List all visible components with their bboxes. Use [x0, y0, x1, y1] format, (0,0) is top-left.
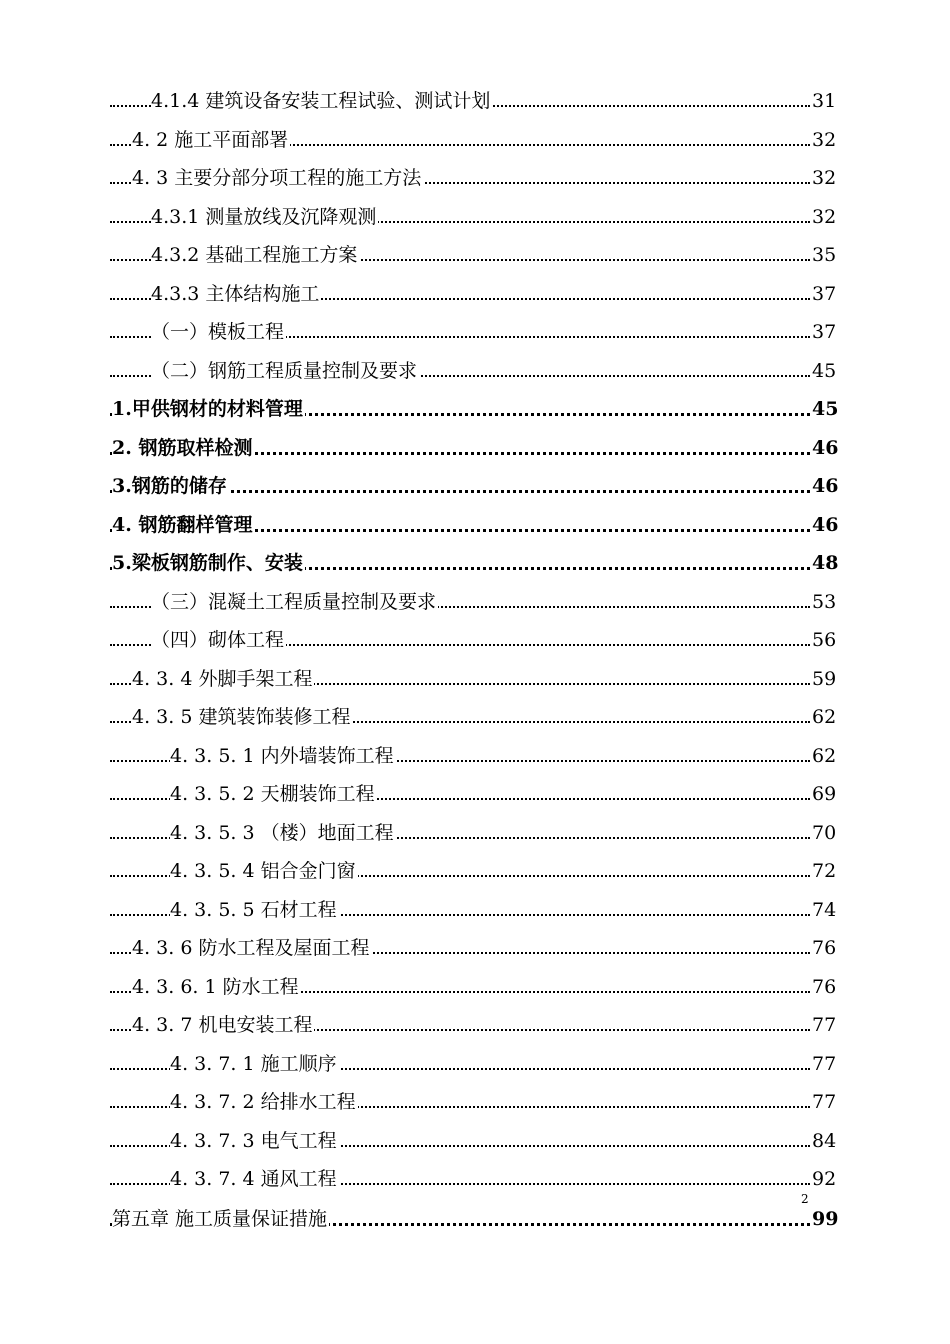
toc-entry-title: 4. 3. 6 防水工程及屋面工程	[132, 929, 371, 967]
toc-entry-page: 62	[812, 737, 836, 775]
toc-entry-title: 4. 钢筋翻样管理	[112, 506, 254, 544]
toc-entry[interactable]	[0, 313, 950, 351]
toc-entry-title: 4. 3. 7. 1 施工顺序	[170, 1045, 339, 1083]
toc-entry[interactable]	[0, 737, 950, 775]
toc-entry[interactable]	[0, 968, 950, 1006]
toc-entry-page: 76	[812, 929, 836, 967]
toc-entry-page: 77	[812, 1006, 836, 1044]
toc-entry-title: 4.3.3 主体结构施工	[151, 275, 321, 313]
toc-entry-title: 4.1.4 建筑设备安装工程试验、测试计划	[151, 82, 492, 120]
toc-entry[interactable]	[0, 506, 950, 544]
toc-entry-page: 77	[812, 1045, 836, 1083]
toc-entry-page: 76	[812, 968, 836, 1006]
toc-entry-page: 84	[812, 1122, 836, 1160]
toc-entry-page: 53	[812, 583, 836, 621]
toc-entry-page: 62	[812, 698, 836, 736]
toc-entry-page: 59	[812, 660, 836, 698]
toc-entry[interactable]	[0, 621, 950, 659]
toc-entry-title: 2. 钢筋取样检测	[112, 429, 254, 467]
toc-entry[interactable]	[0, 1006, 950, 1044]
toc-entry-chapter[interactable]	[0, 1200, 950, 1238]
toc-entry[interactable]	[0, 159, 950, 197]
toc-entry-page: 92	[812, 1160, 836, 1198]
toc-entry[interactable]	[0, 544, 950, 582]
toc-entry-page: 37	[812, 313, 836, 351]
toc-entry[interactable]	[0, 1045, 950, 1083]
toc-entry[interactable]	[0, 390, 950, 428]
toc-entry[interactable]	[0, 775, 950, 813]
toc-entry-title: 4. 3. 5. 4 铝合金门窗	[170, 852, 358, 890]
toc-entry-title: 4. 3. 5. 2 天棚装饰工程	[170, 775, 377, 813]
toc-entry-title: （二）钢筋工程质量控制及要求	[151, 352, 419, 390]
toc-entry[interactable]	[0, 583, 950, 621]
toc-entry-title: （一）模板工程	[151, 313, 286, 351]
toc-entry-page: 70	[812, 814, 836, 852]
toc-entry[interactable]	[0, 236, 950, 274]
toc-entry-title: （三）混凝土工程质量控制及要求	[151, 583, 438, 621]
toc-entry-page: 31	[812, 82, 836, 120]
toc-entry-page: 45	[812, 352, 836, 390]
toc-entry-page: 77	[812, 1083, 836, 1121]
toc-entry[interactable]	[0, 660, 950, 698]
toc-entry-title: （四）砌体工程	[151, 621, 286, 659]
toc-entry-title: 4. 3. 7. 2 给排水工程	[170, 1083, 358, 1121]
toc-entry[interactable]	[0, 814, 950, 852]
footer-page-number: 2	[801, 1192, 809, 1206]
toc-entry-page: 46	[812, 429, 836, 467]
toc-entry-page: 32	[812, 159, 836, 197]
toc-entry-page: 37	[812, 275, 836, 313]
toc-entry-page: 32	[812, 198, 836, 236]
toc-entry-title: 3.钢筋的储存	[112, 467, 229, 505]
toc-entry-title: 4. 3. 7. 3 电气工程	[170, 1122, 339, 1160]
toc-entry[interactable]	[0, 1083, 950, 1121]
toc-entry-page: 32	[812, 121, 836, 159]
toc-entry-page: 99	[812, 1200, 836, 1238]
toc-entry-page: 56	[812, 621, 836, 659]
toc-entry-page: 45	[812, 390, 836, 428]
toc-entry-page: 69	[812, 775, 836, 813]
toc-entry-title: 第五章 施工质量保证措施	[112, 1200, 329, 1238]
toc-entry-page: 35	[812, 236, 836, 274]
toc-entry-title: 4. 3. 7 机电安装工程	[132, 1006, 314, 1044]
toc-entry[interactable]	[0, 929, 950, 967]
toc-entry[interactable]	[0, 275, 950, 313]
toc-entry-page: 48	[812, 544, 836, 582]
toc-entry-title: 1.甲供钢材的材料管理	[112, 390, 305, 428]
toc-entry-title: 4. 3. 5 建筑装饰装修工程	[132, 698, 352, 736]
toc-entry[interactable]	[0, 1122, 950, 1160]
toc-entry[interactable]	[0, 121, 950, 159]
toc-entry-page: 74	[812, 891, 836, 929]
toc-entry-title: 4.3.2 基础工程施工方案	[151, 236, 359, 274]
toc-entry-title: 4. 3. 5. 1 内外墙装饰工程	[170, 737, 396, 775]
toc-entry[interactable]	[0, 698, 950, 736]
toc-entry-page: 46	[812, 467, 836, 505]
toc-entry[interactable]	[0, 198, 950, 236]
toc-entry-title: 4. 3 主要分部分项工程的施工方法	[132, 159, 423, 197]
toc-entry-title: 4. 3. 4 外脚手架工程	[132, 660, 314, 698]
toc-entry-title: 4. 3. 5. 3 （楼）地面工程	[170, 814, 396, 852]
toc-entry[interactable]	[0, 467, 950, 505]
toc-entry-title: 4. 3. 6. 1 防水工程	[132, 968, 301, 1006]
toc-entry[interactable]	[0, 891, 950, 929]
toc-entry-title: 4. 3. 7. 4 通风工程	[170, 1160, 339, 1198]
toc-entry[interactable]	[0, 852, 950, 890]
toc-entry[interactable]	[0, 82, 950, 120]
toc-entry-title: 4. 2 施工平面部署	[132, 121, 290, 159]
toc-entry[interactable]	[0, 352, 950, 390]
toc-entry-page: 72	[812, 852, 836, 890]
toc-entry-title: 4. 3. 5. 5 石材工程	[170, 891, 339, 929]
toc-entry-page: 46	[812, 506, 836, 544]
toc-entry[interactable]	[0, 429, 950, 467]
toc-entry-title: 4.3.1 测量放线及沉降观测	[151, 198, 378, 236]
toc-entry-title: 5.梁板钢筋制作、安装	[112, 544, 305, 582]
